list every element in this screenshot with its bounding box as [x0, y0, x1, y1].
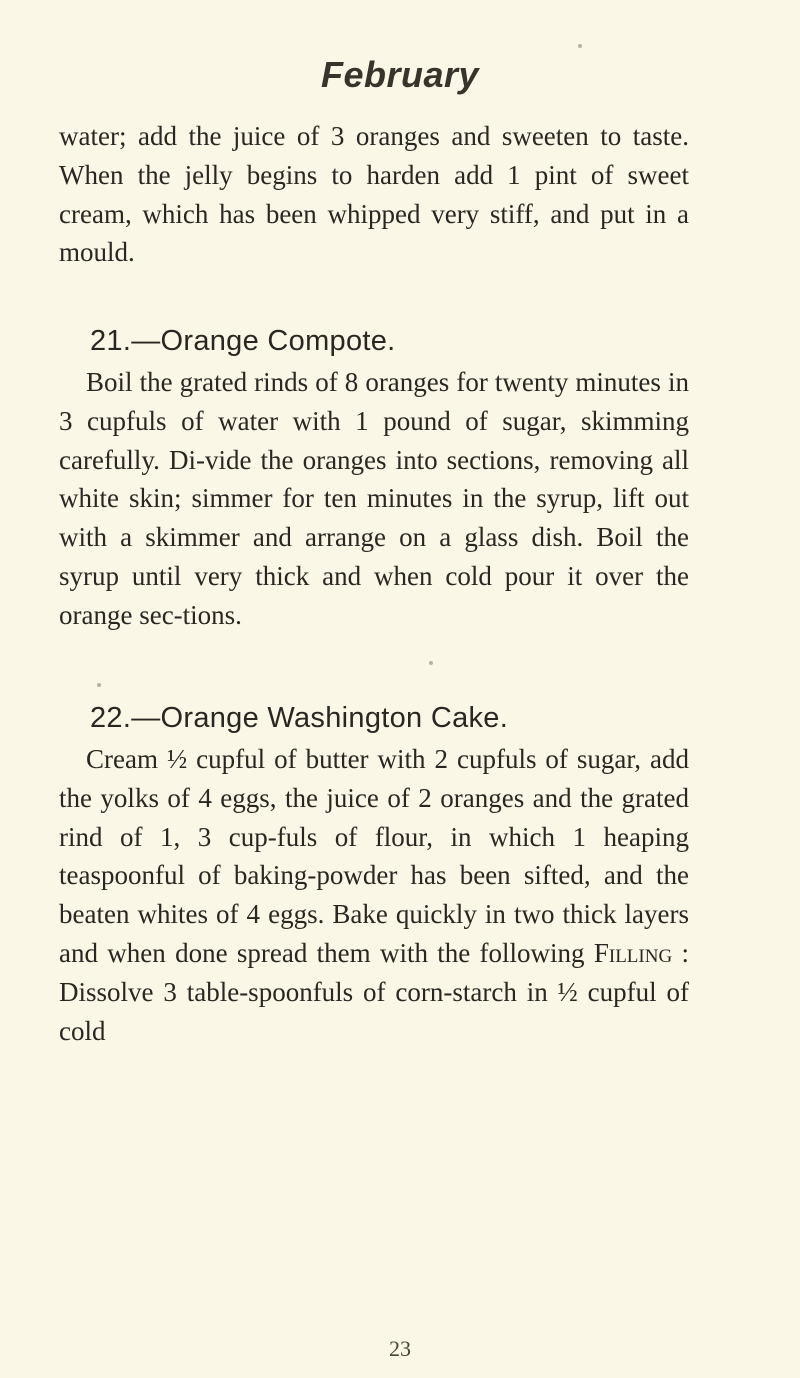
paper-speck: [578, 44, 582, 48]
recipe-body-orange-washington-cake: [59, 740, 689, 1050]
filling-label: Filling: [593, 937, 673, 968]
paragraph-text: [59, 740, 689, 1050]
paper-speck: [429, 661, 433, 665]
recipe-title-orange-compote: 21.—Orange Compote.: [90, 325, 396, 357]
body-text: Cream ½ cupful of butter with 2 cupfuls of sugar, add the yolks of 4 eggs, the juice of 2 oranges and the grated rind of 1, 3 cup-fuls of flour, in which 1 heaping teaspoonful of baking-powder has been sifted, and the beaten whites of 4 eggs. Bake quickly in two thick layers and when done spread them with the following: [59, 744, 689, 968]
recipe-title-orange-washington-cake: 22.—Orange Washington Cake.: [90, 702, 509, 734]
body-text: : Dissolve 3 table-spoonfuls of corn-starch in ½ cupful of cold: [59, 937, 690, 1046]
continued-paragraph: [59, 117, 689, 272]
paragraph-text: water; add the juice of 3 oranges and sweeten to taste. When the jelly begins to harden add 1 pint of sweet cream, which has been whipped very stiff, and put in a mould.: [59, 121, 689, 268]
paragraph-text: Boil the grated rinds of 8 oranges for twenty minutes in 3 cupfuls of water with 1 pound of sugar, skimming carefully. Di-vide the oranges into sections, removing all white skin; simmer for ten minutes in the syrup, lift out with a skimmer and arrange on a glass dish. Boil the syrup until very thick and when cold pour it over the orange sec-tions.: [59, 367, 689, 630]
page-number: 23: [389, 1336, 411, 1361]
running-head: February: [320, 54, 480, 95]
recipe-body-orange-compote: [59, 363, 689, 635]
paper-speck: [97, 683, 101, 687]
